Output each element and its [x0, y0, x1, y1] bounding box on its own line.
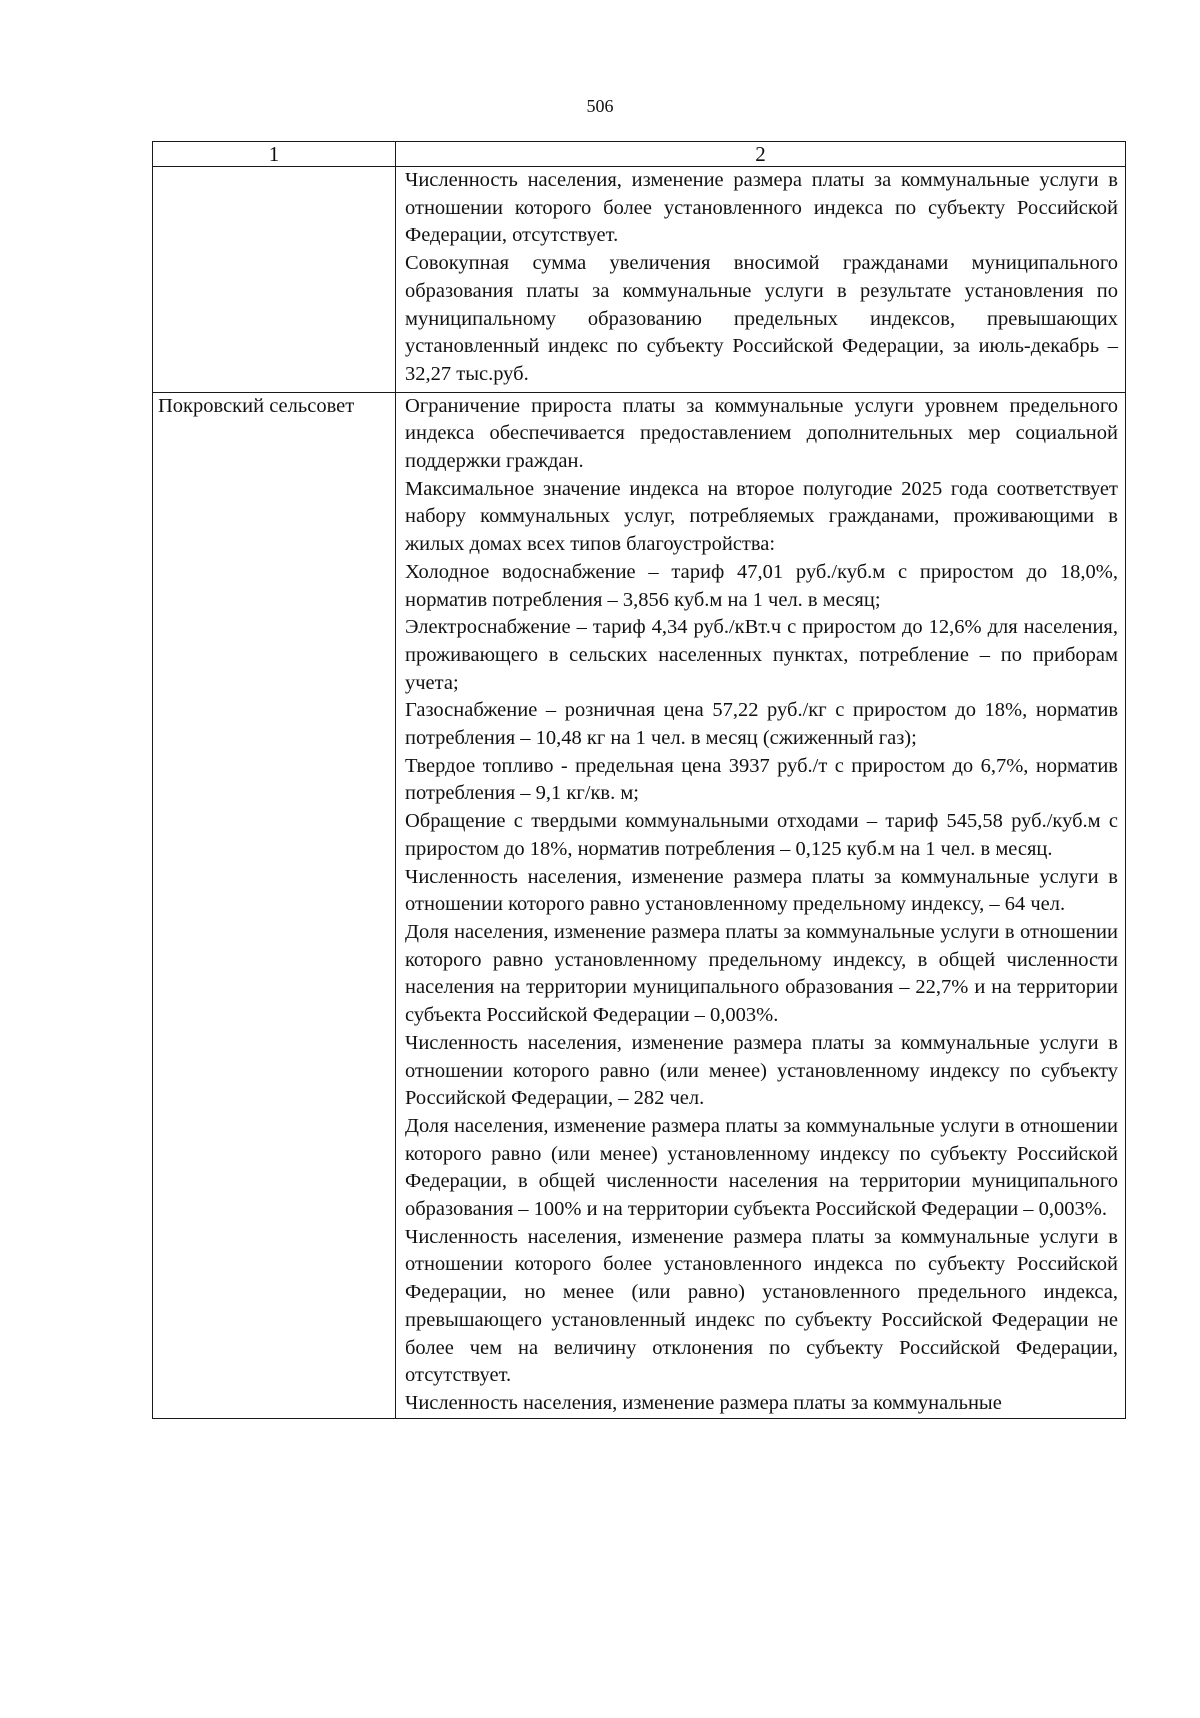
- table-header-row: [153, 142, 1126, 167]
- paragraph: Максимальное значение индекса на второе полугодие 2025 года соответствует набору коммунальных услуг, потребляемых гражданами, проживающими в жилых домах всех типов благоустройства:: [405, 477, 1118, 556]
- table-row: [153, 392, 1126, 1418]
- page-number: 506: [586, 96, 614, 116]
- description-cell: [396, 167, 1126, 393]
- paragraph: Электроснабжение – тариф 4,34 руб./кВт.ч с приростом до 12,6% для населения, проживающего в сельских населенных пунктах, потребление – по приборам учета;: [405, 616, 1118, 694]
- paragraph: Численность населения, изменение размера платы за коммунальные услуги в отношении которого равно (или менее) установленному индексу по субъекту Российской Федерации, – 282 чел.: [405, 1031, 1118, 1110]
- paragraph: Холодное водоснабжение – тариф 47,01 руб./куб.м с приростом до 18,0%, норматив потребления – 3,856 куб.м на 1 чел. в месяц;: [405, 560, 1118, 611]
- description-cell: [396, 392, 1126, 1418]
- municipality-name: [153, 167, 396, 393]
- paragraph: Доля населения, изменение размера платы за коммунальные услуги в отношении которого равно установленному предельному индексу, в общей численности населения на территории муниципального образования – 22,7% и на территории субъекта Российской Федерации – 0,003%.: [405, 920, 1118, 1027]
- table-row: [153, 167, 1126, 393]
- paragraph: Совокупная сумма увеличения вносимой гражданами муниципального образования платы за коммунальные услуги в результате установления по муниципальному образованию предельных индексов, превышающих установленный индекс по субъекту Российской Федерации, за июль-декабрь – 32,27 тыс.руб.: [405, 252, 1118, 385]
- column-header-1: 1: [153, 142, 396, 167]
- municipality-name: Покровский сельсовет: [153, 392, 396, 1418]
- paragraph: Численность населения, изменение размера платы за коммунальные услуги в отношении которого равно установленному предельному индексу, – 64 чел.: [405, 865, 1118, 916]
- paragraph: Численность населения, изменение размера платы за коммунальные услуги в отношении которого более установленного индекса по субъекту Российской Федерации, но менее (или равно) установленного предельного индекса, превышающего установленный индекс по субъекту Российской Федерации не более чем на величину отклонения по субъекту Российской Федерации, отсутствует.: [405, 1225, 1118, 1387]
- paragraph: Доля населения, изменение размера платы за коммунальные услуги в отношении которого равно (или менее) установленному индексу по субъекту Российской Федерации, в общей численности населения на территории муниципального образования – 100% и на территории субъекта Российской Федерации – 0,003%.: [405, 1114, 1118, 1221]
- data-table: [152, 141, 1126, 1419]
- paragraph: Ограничение прироста платы за коммунальные услуги уровнем предельного индекса обеспечивается предоставлением дополнительных мер социальной поддержки граждан.: [405, 394, 1118, 473]
- paragraph: Газоснабжение – розничная цена 57,22 руб./кг с приростом до 18%, норматив потребления – 10,48 кг на 1 чел. в месяц (сжиженный газ);: [405, 699, 1118, 750]
- paragraph: Численность населения, изменение размера платы за коммунальные услуги в отношении которого более установленного индекса по субъекту Российской Федерации, отсутствует.: [405, 169, 1118, 247]
- paragraph: Численность населения, изменение размера платы за коммунальные: [405, 1391, 1002, 1414]
- paragraph: Твердое топливо - предельная цена 3937 руб./т с приростом до 6,7%, норматив потребления – 9,1 кг/кв. м;: [405, 754, 1118, 805]
- column-header-2: 2: [396, 142, 1126, 167]
- paragraph: Обращение с твердыми коммунальными отходами – тариф 545,58 руб./куб.м с приростом до 18%, норматив потребления – 0,125 куб.м на 1 чел. в месяц.: [405, 810, 1118, 860]
